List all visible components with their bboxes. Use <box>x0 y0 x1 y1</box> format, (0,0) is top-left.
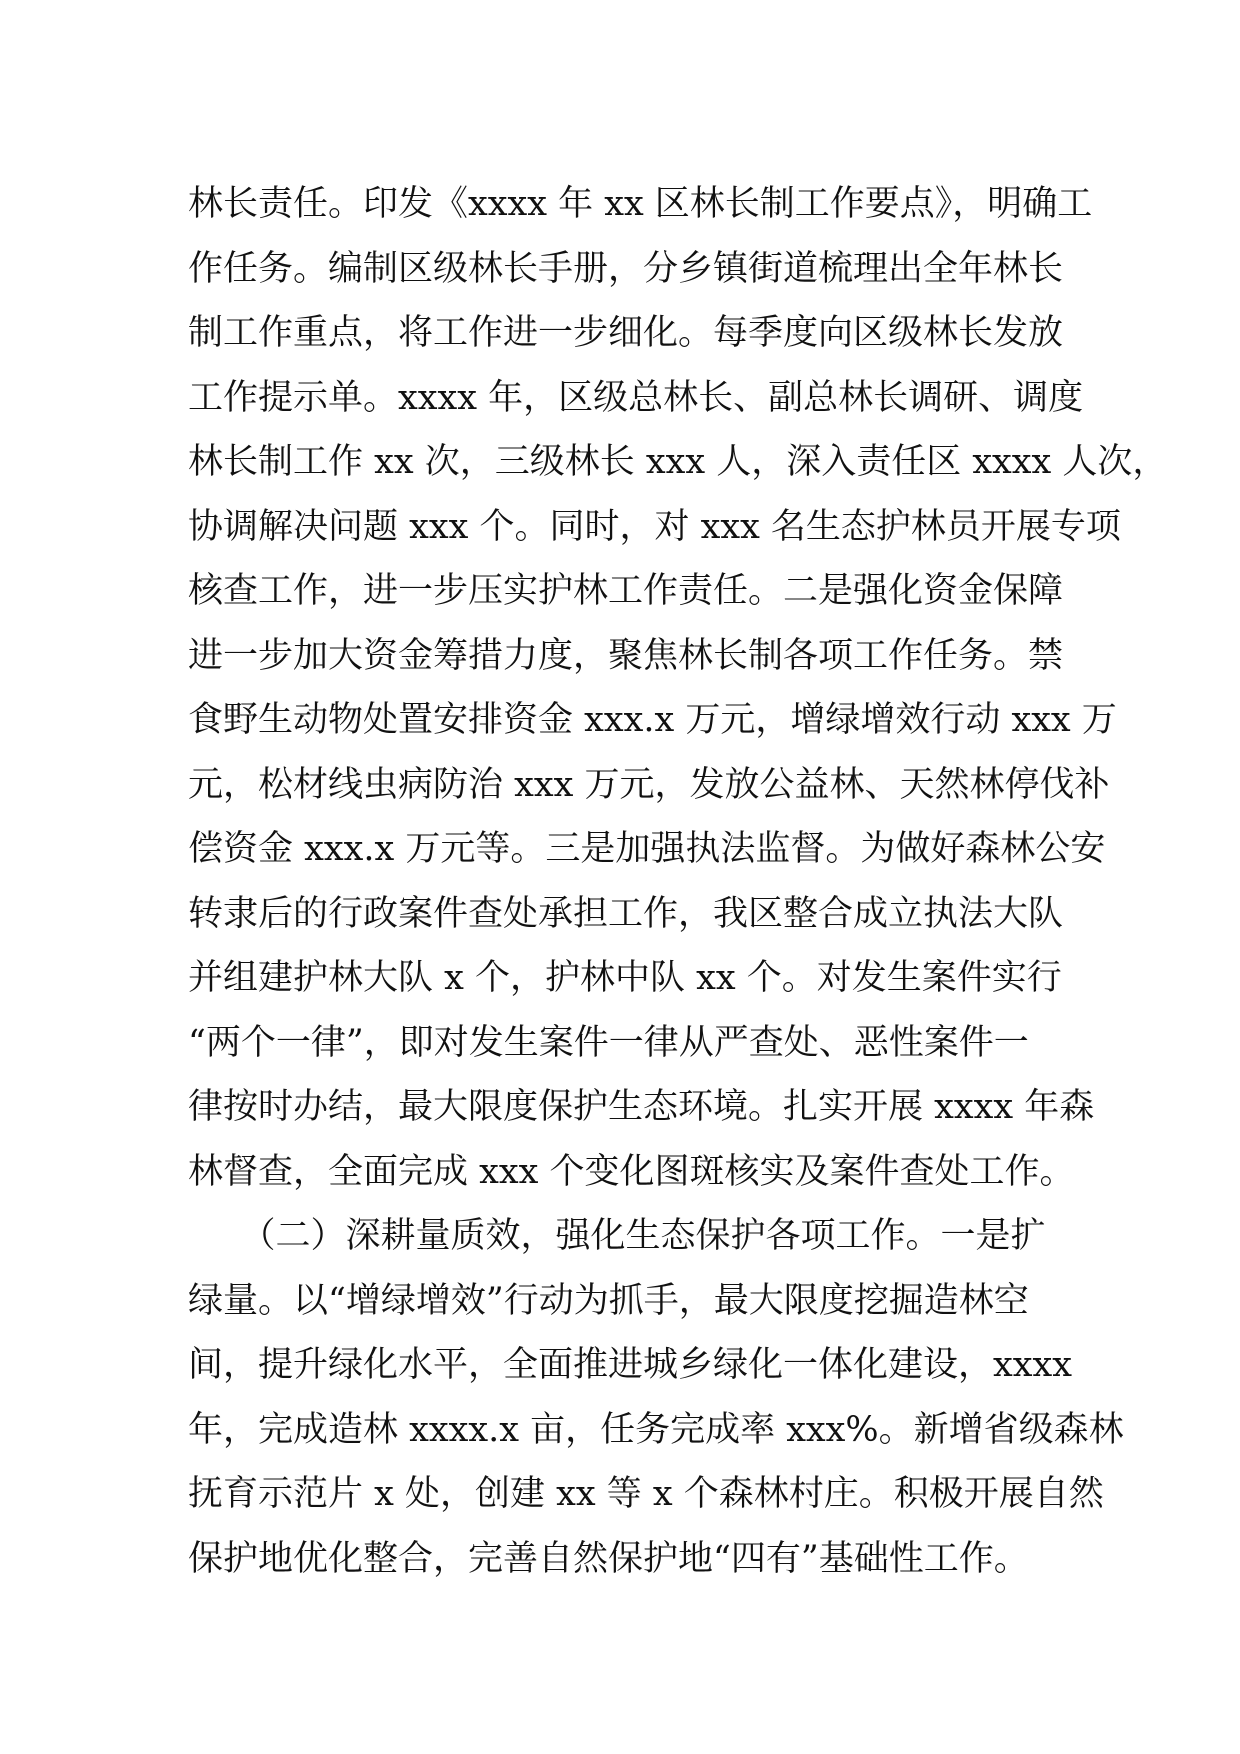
text-line: 转隶后的行政案件查处承担工作，我区整合成立执法大队 <box>188 893 1064 934</box>
text-line: 进一步加大资金筹措力度，聚焦林长制各项工作任务。禁 <box>188 635 1064 676</box>
text-line: 抚育示范片 x 处，创建 xx 等 x 个森林村庄。积极开展自然 <box>188 1474 1104 1514</box>
text-line: 林长责任。印发《xxxx 年 xx 区林长制工作要点》，明确工 <box>188 184 1093 224</box>
text-line: 协调解决问题 xxx 个。同时，对 xxx 名生态护林员开展专项 <box>188 506 1121 547</box>
section-heading-line: （二）深耕量质效，强化生态保护各项工作。一是扩 <box>188 1216 1046 1256</box>
text-line: “两个一律”，即对发生案件一律从严查处、恶性案件一 <box>188 1022 1029 1063</box>
text-line: 律按时办结，最大限度保护生态环境。扎实开展 xxxx 年森 <box>188 1087 1095 1127</box>
text-line: 林督查，全面完成 xxx 个变化图斑核实及案件查处工作。 <box>188 1151 1075 1192</box>
body-text <box>188 172 1168 1591</box>
text-line: 林长制工作 xx 次，三级林长 xxx 人，深入责任区 xxxx 人次， <box>188 442 1168 482</box>
text-line: 食野生动物处置安排资金 xxx.x 万元，增绿增效行动 xxx 万 <box>188 700 1117 740</box>
text-line: 核查工作，进一步压实护林工作责任。二是强化资金保障 <box>188 571 1064 611</box>
text-line: 制工作重点，将工作进一步细化。每季度向区级林长发放 <box>188 313 1064 353</box>
text-line: 并组建护林大队 x 个，护林中队 xx 个。对发生案件实行 <box>188 958 1062 998</box>
text-line: 年，完成造林 xxxx.x 亩，任务完成率 xxx%。新增省级森林 <box>188 1409 1124 1450</box>
text-line: 间，提升绿化水平，全面推进城乡绿化一体化建设，xxxx <box>188 1345 1072 1385</box>
text-line: 工作提示单。xxxx 年，区级总林长、副总林长调研、调度 <box>188 377 1084 418</box>
text-line: 保护地优化整合，完善自然保护地“四有”基础性工作。 <box>188 1538 1029 1579</box>
text-line: 绿量。以“增绿增效”行动为抓手，最大限度挖掘造林空 <box>188 1280 1029 1321</box>
text-line: 偿资金 xxx.x 万元等。三是加强执法监督。为做好森林公安 <box>188 829 1106 869</box>
text-line: 作任务。编制区级林长手册，分乡镇街道梳理出全年林长 <box>188 248 1064 289</box>
text-line: 元，松材线虫病防治 xxx 万元，发放公益林、天然林停伐补 <box>188 764 1110 805</box>
